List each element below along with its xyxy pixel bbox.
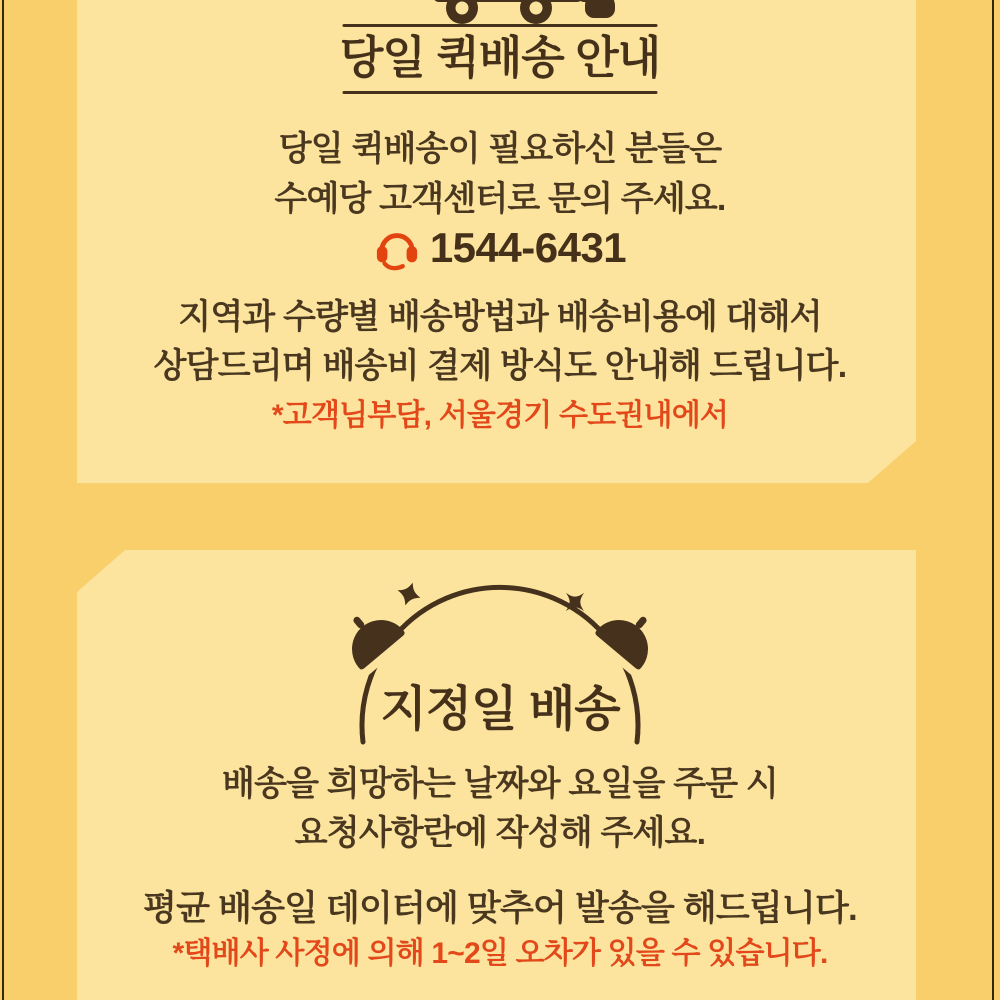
quick-delivery-title: 당일 퀵배송 안내 xyxy=(339,32,661,83)
title-divider-bottom xyxy=(343,91,658,94)
dated-delivery-intro xyxy=(0,760,1000,858)
intro-line: 수예당 고객센터로 문의 주세요. xyxy=(274,180,726,218)
quick-delivery-intro xyxy=(0,124,1000,224)
dated-delivery-title: 지정일 배송 xyxy=(380,683,620,736)
dated-delivery-note: *택배사 사정에 의해 1~2일 오차가 있을 수 있습니다. xyxy=(172,937,828,970)
detail-line: 지역과 수량별 배송방법과 배송비용에 대해서 xyxy=(178,298,822,336)
detail-line: 평균 배송일 데이터에 맞추어 발송을 해드립니다. xyxy=(143,889,857,928)
dated-delivery-details xyxy=(0,884,1000,934)
title-divider-top xyxy=(343,24,658,27)
intro-line: 요청사항란에 작성해 주세요. xyxy=(294,814,706,852)
headset-icon xyxy=(374,225,420,271)
customer-service-phone xyxy=(0,222,1000,274)
quick-delivery-details xyxy=(0,293,1000,391)
phone-number: 1544-6431 xyxy=(429,224,627,271)
quick-delivery-note: *고객님부담, 서울경기 수도권내에서 xyxy=(271,399,729,432)
detail-line: 상담드리며 배송비 결제 방식도 안내해 드립니다. xyxy=(153,347,847,385)
intro-line: 배송을 희망하는 날짜와 요일을 주문 시 xyxy=(222,765,778,803)
intro-line: 당일 퀵배송이 필요하신 분들은 xyxy=(278,130,722,168)
